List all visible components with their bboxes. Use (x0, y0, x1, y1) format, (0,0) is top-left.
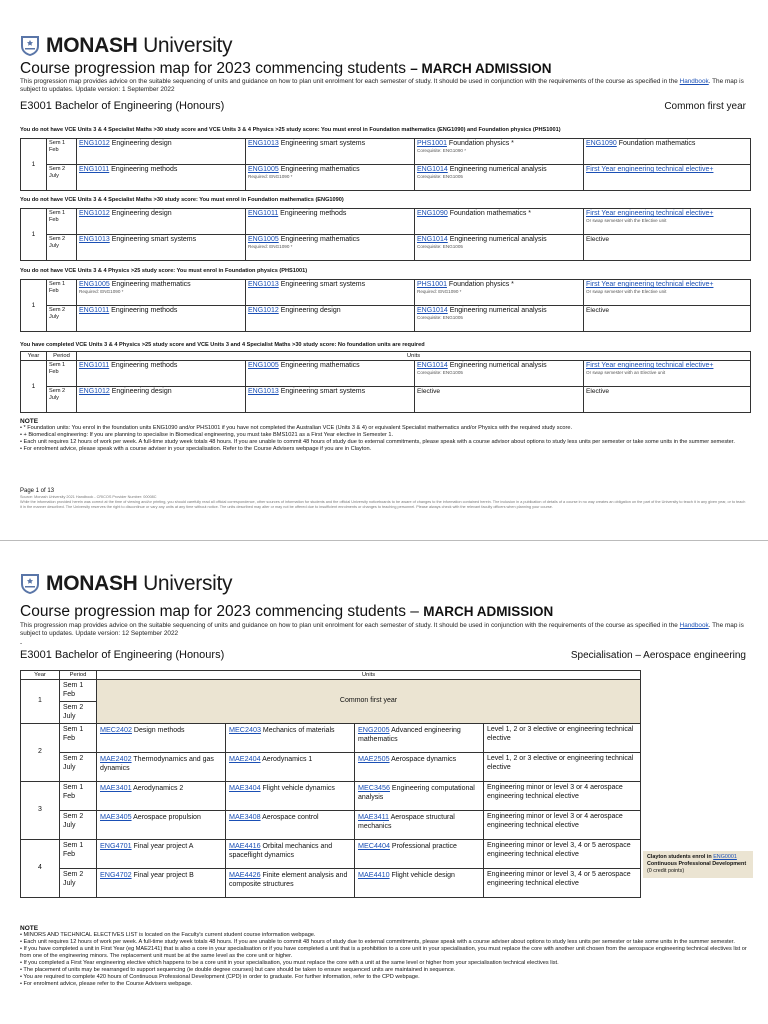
unit-cell (415, 387, 584, 413)
note-item: • If you completed a First Year engineering elective which happens to be a core unit in your specialisation, you must replace the core with a unit at the same level or higher from your specialisation technical electives list. (20, 960, 559, 966)
condition-text: You do not have VCE Units 3 & 4 Specialist Maths >30 study score: You must enrol in Foundation mathematics (ENG1090) (20, 197, 344, 203)
unit-code-link[interactable]: ENG1013 (248, 281, 279, 288)
condition-text: You do not have VCE Units 3 & 4 Specialist Maths >30 study score and VCE Units 3 & 4 Physics >25 study score: You must enrol in Foundation mathematics (ENG1090) and Foundation physics (PHS1001) (20, 127, 561, 133)
monash-crest-icon (20, 573, 40, 595)
page-title: Course progression map for 2023 commencing students – MARCH ADMISSION (20, 603, 554, 620)
unit-cell (97, 753, 226, 782)
table-row (21, 280, 751, 306)
progression-table (20, 670, 641, 898)
unit-cell (584, 209, 751, 235)
unit-name: Engineering design (278, 307, 341, 314)
unit-name: Engineering numerical analysis (447, 362, 547, 369)
requisite-note: Required: ENG1090 * (79, 289, 124, 294)
period-cell: Sem 2 July (60, 753, 97, 782)
period-cell: Sem 2 July (60, 702, 97, 724)
unit-code-link[interactable]: MAE3405 (100, 812, 132, 821)
page-2 (0, 545, 768, 1024)
eng0001-link[interactable]: ENG0001 (713, 854, 737, 860)
condition-text: You have completed VCE Units 3 & 4 Physics >25 study score and VCE Units 3 and 4 Specialist Maths >30 study score: No foundation units are required (20, 342, 425, 348)
period-cell: Sem 2 July (47, 387, 77, 413)
table-row (21, 782, 641, 811)
unit-name: Aerospace dynamics (389, 756, 457, 763)
table-row (21, 235, 751, 261)
unit-text: Elective (586, 236, 610, 243)
unit-cell (77, 280, 246, 306)
unit-name: Aerospace propulsion (131, 814, 201, 821)
unit-cell (355, 782, 484, 811)
notes-section: NOTE • * Foundation units: You enrol in the foundation units ENG1090 and/or PHS1001 if you have not completed the Australian VCE (Units 3 & 4) or equivalent Specialist mathematics and/or Physics with the required study score. • + Biomedical engineering: If you are planning to specialise in Biomedical engineering, you must take BMS1021 as a First Year elective in Semester 1. • Each unit requires 12 hours of work per week. A full-time study week totals 48 hours. If you are unable to commit 48 hours of study due to external commitments, please speak with a course advisor about options to study less units per semester or take some units in the summer semester. • For enrolment advice, please speak with a course adviser in your specialisation. Refer to the Course Advisers webpage if you are in Clayton. (20, 418, 750, 453)
requisite-note: Required: ENG1090 * (248, 174, 293, 179)
unit-cell (484, 782, 641, 811)
unit-code-link[interactable]: ENG1013 (248, 388, 279, 395)
page-title: Course progression map for 2023 commencing students – MARCH ADMISSION (20, 60, 552, 77)
unit-cell (584, 235, 751, 261)
stream-name: Common first year (664, 101, 746, 112)
unit-cell (484, 753, 641, 782)
period-cell: Sem 1 Feb (47, 361, 77, 387)
unit-code-link[interactable]: ENG1011 (79, 307, 110, 314)
block-table-4 (20, 351, 751, 413)
table-row (21, 811, 641, 840)
unit-name: Aerospace structural mechanics (358, 814, 455, 830)
unit-cell (246, 361, 415, 387)
requisite-note: Corequisite: ENG1090 * (417, 148, 467, 153)
unit-cell (97, 869, 226, 898)
unit-name: Flight vehicle design (389, 872, 455, 879)
unit-name: Aerodynamics 2 (131, 785, 184, 792)
unit-code-link[interactable]: MAE2505 (358, 754, 390, 763)
unit-name: Engineering design (109, 210, 172, 217)
unit-cell (415, 280, 584, 306)
elective-link[interactable]: First Year engineering technical elective+ (586, 362, 714, 369)
table-row (21, 306, 751, 332)
unit-text: Elective (586, 307, 610, 314)
period-cell: Sem 2 July (47, 165, 77, 191)
unit-name: Foundation mathematics (616, 140, 696, 147)
block-table-2 (20, 208, 751, 261)
unit-cell (415, 306, 584, 332)
year-cell: 1 (21, 209, 47, 261)
unit-code-link[interactable]: ENG2005 (358, 725, 390, 734)
unit-cell (415, 139, 584, 165)
table-row (21, 361, 751, 387)
unit-code-link[interactable]: MEC2403 (229, 725, 261, 734)
requisite-note: Or swap semester with the Elective unit (586, 218, 667, 223)
unit-code-link[interactable]: ENG1012 (79, 388, 110, 395)
unit-cell (77, 387, 246, 413)
table-row (21, 165, 751, 191)
unit-cell (415, 235, 584, 261)
handbook-link[interactable]: Handbook (679, 78, 709, 85)
year-cell: 1 (21, 680, 60, 724)
unit-name: Engineering methods (109, 166, 178, 173)
period-cell: Sem 2 July (47, 235, 77, 261)
monash-crest-icon (20, 35, 40, 57)
unit-cell (226, 869, 355, 898)
cpd-note: Clayton students enrol in ENG0001 Continuous Professional Development (0 credit points) (643, 851, 753, 878)
unit-code-link[interactable]: ENG1090 (417, 210, 448, 217)
elective-text: Level 1, 2 or 3 elective or engineering technical elective (487, 726, 634, 742)
unit-name: Engineering methods (278, 210, 347, 217)
unit-code-link[interactable]: ENG1014 (417, 166, 448, 173)
table-row (21, 209, 751, 235)
unit-code-link[interactable]: MAE4416 (229, 841, 261, 850)
table-row (21, 869, 641, 898)
year-cell: 4 (21, 840, 60, 898)
unit-code-link[interactable]: MAE3401 (100, 783, 132, 792)
unit-cell (355, 724, 484, 753)
requisite-note: Required: ENG1090 * (417, 289, 462, 294)
unit-cell (355, 840, 484, 869)
block-table-3 (20, 279, 751, 332)
unit-name: Engineering numerical analysis (447, 236, 547, 243)
unit-code-link[interactable]: PHS1001 (417, 140, 447, 147)
elective-text: Engineering minor or level 3, 4 or 5 aerospace engineering technical elective (487, 842, 631, 858)
unit-name: Engineering methods (109, 307, 178, 314)
unit-name: Engineering smart systems (278, 281, 366, 288)
unit-cell (355, 869, 484, 898)
dash: - (20, 640, 23, 647)
unit-name: Advanced engineering mathematics (358, 727, 461, 743)
period-cell: Sem 1 Feb (47, 209, 77, 235)
unit-text: Elective (586, 388, 610, 395)
unit-cell (415, 361, 584, 387)
unit-code-link[interactable]: ENG1005 (248, 362, 279, 369)
unit-code-link[interactable]: MAE2402 (100, 754, 132, 763)
unit-name: Engineering computational analysis (358, 785, 475, 801)
requisite-note: Corequisite: ENG1005 (417, 315, 463, 320)
unit-cell (584, 165, 751, 191)
unit-code-link[interactable]: MAE3404 (229, 783, 261, 792)
unit-cell (246, 165, 415, 191)
unit-name: Thermodynamics and gas dynamics (100, 756, 214, 772)
unit-cell (226, 724, 355, 753)
unit-code-link[interactable]: MAE4410 (358, 870, 390, 879)
unit-name: Engineering numerical analysis (447, 166, 547, 173)
page-number: Page 1 of 13 (20, 488, 55, 494)
unit-code-link[interactable]: ENG1014 (417, 362, 448, 369)
unit-cell (355, 811, 484, 840)
year-header: Year (21, 671, 60, 680)
unit-code-link[interactable]: ENG4701 (100, 841, 132, 850)
monash-logo: MONASH University (20, 572, 232, 596)
note-item: • The placement of units may be rearranged to support sequencing (ie double degree courses) but care should be taken to ensure sequenced units are maintained in sequence. (20, 967, 456, 973)
unit-code-link[interactable]: MAE4426 (229, 870, 261, 879)
unit-code-link[interactable]: ENG1011 (79, 362, 110, 369)
requisite-note: Corequisite: ENG1005 (417, 244, 463, 249)
period-header: Period (60, 671, 97, 680)
condition-text: You do not have VCE Units 3 & 4 Physics >25 study score: You must enrol in Foundation physics (PHS1001) (20, 268, 308, 274)
period-cell: Sem 2 July (60, 811, 97, 840)
unit-name: Engineering design (109, 140, 172, 147)
unit-cell (246, 306, 415, 332)
unit-cell (226, 782, 355, 811)
unit-name: Engineering numerical analysis (447, 307, 547, 314)
unit-name: Flight vehicle dynamics (260, 785, 335, 792)
intro-text: This progression map provides advice on the suitable sequencing of units and guidance on how to plan unit enrolment for each semester of study. It should be used in conjunction with the requirements of the course as specified in the Handbook. The map is subject to updates. Update version: 12 September 2022 (20, 622, 744, 637)
unit-code-link[interactable]: ENG1013 (248, 140, 279, 147)
elective-link[interactable]: First Year engineering technical elective+ (586, 210, 714, 217)
unit-name: Engineering methods (109, 362, 178, 369)
unit-cell (77, 209, 246, 235)
unit-code-link[interactable]: ENG1014 (417, 236, 448, 243)
source-line: Source: Monash University 2021 Handbook - CRICOS Provider Number: 00008C (20, 495, 157, 499)
note-item: • If you have completed a unit in First Year (eg MAE2141) that is also a core in your specialisation or if you have completed a unit that is a prohibition to a core unit in your specialisation, you must replace the core with another unit chosen from the aerospace engineering technical electives list or from one of the engineering minors. The replacement unit must be at the same level as the core unit or higher. (20, 946, 747, 959)
requisite-note: Corequisite: ENG1005 (417, 370, 463, 375)
unit-cell (246, 280, 415, 306)
course-name: E3001 Bachelor of Engineering (Honours) (20, 649, 225, 661)
unit-name: Engineering mathematics (109, 281, 191, 288)
requisite-note: Corequisite: ENG1005 (417, 174, 463, 179)
unit-cell (77, 139, 246, 165)
year-cell: 2 (21, 724, 60, 782)
page-separator (0, 540, 768, 541)
unit-name: Engineering smart systems (278, 140, 366, 147)
unit-name: Engineering mathematics (278, 166, 360, 173)
block-table-1 (20, 138, 751, 191)
unit-cell (226, 840, 355, 869)
unit-code-link[interactable]: ENG1090 (586, 140, 617, 147)
requisite-note: Required: ENG1090 * (248, 244, 293, 249)
unit-cell (97, 724, 226, 753)
unit-cell (484, 869, 641, 898)
period-cell: Sem 1 Feb (60, 680, 97, 702)
unit-cell (226, 753, 355, 782)
stream-name: Specialisation – Aerospace engineering (570, 650, 746, 661)
elective-text: Engineering minor or level 3, 4 or 5 aerospace engineering technical elective (487, 871, 631, 887)
table-row (21, 753, 641, 782)
elective-link[interactable]: First Year engineering technical elective+ (586, 281, 714, 288)
unit-cell (77, 235, 246, 261)
handbook-link[interactable]: Handbook (679, 622, 709, 629)
unit-name: Engineering mathematics (278, 362, 360, 369)
unit-cell (226, 811, 355, 840)
period-header: Period (47, 352, 77, 361)
unit-code-link[interactable]: ENG1013 (79, 236, 110, 243)
year-cell: 1 (21, 280, 47, 332)
period-cell: Sem 2 July (60, 869, 97, 898)
unit-cell (77, 165, 246, 191)
unit-code-link[interactable]: ENG1011 (248, 210, 279, 217)
unit-cell (246, 387, 415, 413)
unit-cell (484, 840, 641, 869)
unit-cell (415, 209, 584, 235)
note-item: • For enrolment advice, please speak with a course adviser in your specialisation. Refer to the Course Advisers webpage if you are in Clayton. (20, 446, 372, 452)
elective-text: Engineering minor or level 3 or 4 aerospace engineering technical elective (487, 784, 623, 800)
unit-code-link[interactable]: ENG4702 (100, 870, 132, 879)
monash-logo: MONASH University (20, 34, 232, 58)
note-item: • Each unit requires 12 hours of work per week. A full-time study week totals 48 hours. If you are unable to commit 48 hours of study due to external commitments, please speak with a course adviser about options to study less units per semester or take some units in the summer semester. (20, 939, 735, 945)
unit-cell (355, 753, 484, 782)
unit-name: Final year project A (131, 843, 194, 850)
unit-cell (584, 306, 751, 332)
note-item: • Each unit requires 12 hours of work per week. A full-time study week totals 48 hours. If you are unable to commit 48 hours of study due to external commitments, please speak with a course advisor about options to study less units per semester or take some units in the summer semester. (20, 439, 735, 445)
note-item: • * Foundation units: You enrol in the foundation units ENG1090 and/or PHS1001 if you have not completed the Australian VCE (Units 3 & 4) or equivalent Specialist mathematics and/or Physics with the required study score. (20, 425, 573, 431)
unit-code-link[interactable]: MAE3408 (229, 812, 261, 821)
unit-code-link[interactable]: ENG1005 (248, 166, 279, 173)
notes-section: NOTE • MINORS AND TECHNICAL ELECTIVES LIST is located on the Faculty's current student course information webpage. • Each unit requires 12 hours of work per week. A full-time study week totals 48 hours. If you are unable to commit 48 hours of study due to external commitments, please speak with a course adviser about options to study less units per semester or take some units in the summer semester. • If you have completed a unit in First Year (eg MAE2141) that is also a core in your specialisation or if you have completed a unit that is a prohibition to a core unit in your specialisation, you must replace the core with another unit chosen from the aerospace engineering technical electives list or from one of the engineering minors. The replacement unit must be at the same level as the core unit or higher. • If you completed a First Year engineering elective which happens to be a core unit in your specialisation, you must replace the core with a unit at the same level or higher from your specialisation technical electives list. • The placement of units may be rearranged to support sequencing (ie double degree courses) but care should be taken to ensure sequenced units are maintained in sequence. • You are required to complete 420 hours of Continuous Professional Development (CPD) in order to graduate. For further information, refer to the CPD webpage. • For enrolment advice, please refer to the Course Advisers webpage. (20, 925, 750, 988)
unit-name: Design methods (131, 727, 185, 734)
note-item: • MINORS AND TECHNICAL ELECTIVES LIST is located on the Faculty's current student course information webpage. (20, 932, 316, 938)
unit-code-link[interactable]: ENG1012 (248, 307, 279, 314)
unit-name: Professional practice (389, 843, 457, 850)
course-name: E3001 Bachelor of Engineering (Honours) (20, 100, 225, 112)
unit-code-link[interactable]: MAE3411 (358, 812, 390, 821)
elective-link[interactable]: First Year engineering technical elective+ (586, 166, 714, 173)
unit-cell (97, 782, 226, 811)
note-item: • You are required to complete 420 hours of Continuous Professional Development (CPD) in order to graduate. For further information, refer to the CPD webpage. (20, 974, 420, 980)
unit-code-link[interactable]: ENG1012 (79, 140, 110, 147)
unit-code-link[interactable]: PHS1001 (417, 281, 447, 288)
unit-name: Mechanics of materials (260, 727, 335, 734)
unit-name: Aerodynamics 1 (260, 756, 313, 763)
common-first-year-cell: Common first year (97, 680, 641, 724)
unit-text: Elective (417, 388, 441, 395)
year-cell: 1 (21, 361, 47, 413)
unit-name: Foundation mathematics * (447, 210, 532, 217)
requisite-note: Or swap semester with the Elective unit (586, 289, 667, 294)
period-cell: Sem 1 Feb (47, 280, 77, 306)
unit-code-link[interactable]: MEC4404 (358, 841, 390, 850)
units-header: Units (97, 671, 641, 680)
unit-name: Final year project B (131, 872, 194, 879)
unit-code-link[interactable]: MEC3456 (358, 783, 390, 792)
period-cell: Sem 1 Feb (60, 840, 97, 869)
unit-name: Engineering design (109, 388, 172, 395)
unit-code-link[interactable]: ENG1014 (417, 307, 448, 314)
period-cell: Sem 2 July (47, 306, 77, 332)
note-item: • + Biomedical engineering: If you are planning to specialise in Biomedical engineering, you must take BMS1021 as a First Year elective in Semester 1. (20, 432, 394, 438)
unit-cell (77, 306, 246, 332)
unit-name: Foundation physics * (446, 140, 514, 147)
note-item: • For enrolment advice, please refer to the Course Advisers webpage. (20, 981, 193, 987)
period-cell: Sem 1 Feb (47, 139, 77, 165)
unit-code-link[interactable]: ENG1011 (79, 166, 110, 173)
unit-name: Orbital mechanics and spaceflight dynamics (229, 843, 333, 859)
unit-code-link[interactable]: ENG1012 (79, 210, 110, 217)
table-row (21, 387, 751, 413)
disclaimer: While the information provided herein was correct at the time of viewing and/or printing, you should carefully read all official correspondence, other sources of information for students and the official University noticeboards to be aware of changes to the information contained herein. The inclusion in a publication of details of a course in no way creates an obligation on the part of the University to teach it in any given year, or to teach it in the manner described. The University reserves the right to discontinue or vary any units at any time without notice. The units described may alter or may not be offered due to insufficient enrolments or changes to teaching personnel. Please always check with the relevant faculty officers when planning your course. (20, 500, 746, 509)
unit-cell (97, 840, 226, 869)
unit-cell (97, 811, 226, 840)
year-cell: 3 (21, 782, 60, 840)
unit-code-link[interactable]: ENG1005 (248, 236, 279, 243)
elective-text: Level 1, 2 or 3 elective or engineering technical elective (487, 755, 634, 771)
unit-cell (584, 280, 751, 306)
unit-cell (246, 209, 415, 235)
unit-cell (246, 235, 415, 261)
requisite-note: Or swap semester with an Elective unit (586, 370, 666, 375)
unit-cell (584, 361, 751, 387)
period-cell: Sem 1 Feb (60, 724, 97, 753)
intro-text: This progression map provides advice on the suitable sequencing of units and guidance on how to plan unit enrolment for each semester of study. It should be used in conjunction with the requirements of the course as specified in the Handbook. The map is subject to updates. Update version: 1 September 2022 (20, 78, 744, 93)
unit-cell (584, 387, 751, 413)
table-row (21, 724, 641, 753)
elective-text: Engineering minor or level 3 or 4 aerospace engineering technical elective (487, 813, 623, 829)
year-cell: 1 (21, 139, 47, 191)
unit-name: Engineering smart systems (278, 388, 366, 395)
unit-code-link[interactable]: ENG1005 (79, 281, 110, 288)
unit-name: Foundation physics * (446, 281, 514, 288)
unit-cell (415, 165, 584, 191)
units-header: Units (77, 352, 751, 361)
period-cell: Sem 1 Feb (60, 782, 97, 811)
unit-code-link[interactable]: MEC2402 (100, 725, 132, 734)
unit-cell (484, 724, 641, 753)
year-header: Year (21, 352, 47, 361)
unit-cell (484, 811, 641, 840)
unit-name: Engineering smart systems (109, 236, 197, 243)
unit-code-link[interactable]: MAE2404 (229, 754, 261, 763)
unit-name: Engineering mathematics (278, 236, 360, 243)
table-row (21, 139, 751, 165)
unit-cell (246, 139, 415, 165)
unit-cell (584, 139, 751, 165)
unit-cell (77, 361, 246, 387)
unit-name: Finite element analysis and composite structures (229, 872, 348, 888)
unit-name: Aerospace control (260, 814, 319, 821)
table-row (21, 840, 641, 869)
